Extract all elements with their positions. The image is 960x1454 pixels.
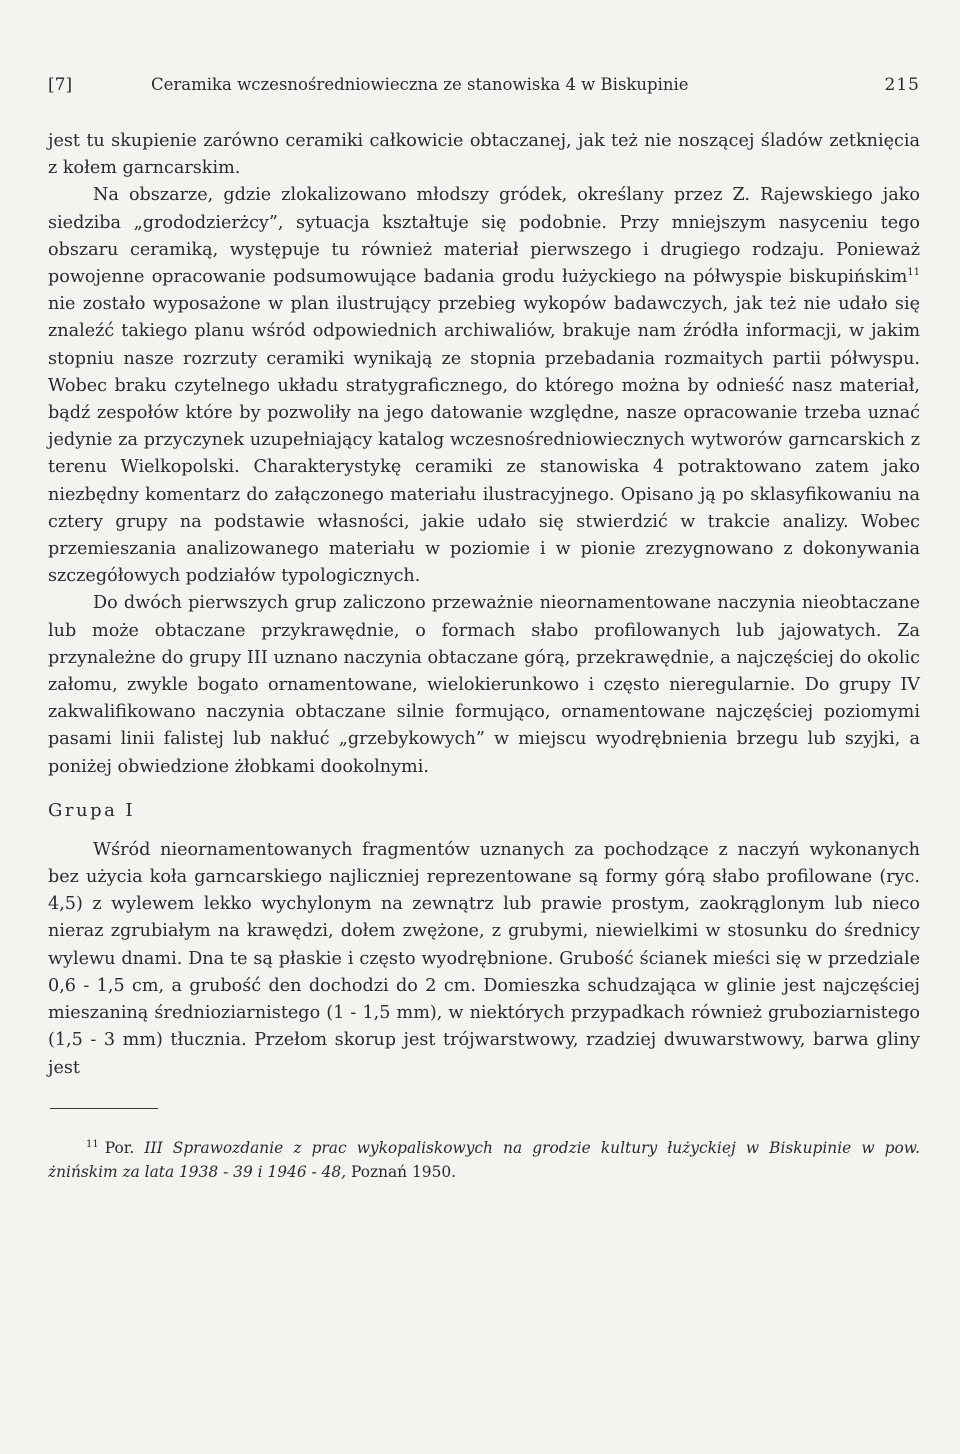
paragraph-text: Na obszarze, gdzie zlokalizowano młodszy gródek, określany przez Z. Rajewskiego jako siedziba „grododzierżcy”, sytuacja kształtuje się podobnie. Przy mniejszym nasyceniu tego obszaru ceramiką, występuje tu również materiał pierwszego i drugiego rodzaju. Ponieważ powojenne opracowanie podsumowujące badania grodu łużyckiego na półwyspie biskupińskim — [48, 185, 920, 288]
paragraph — [48, 182, 920, 590]
paragraph-continuation — [48, 128, 920, 182]
footnote-suffix: Poznań 1950. — [346, 1162, 457, 1181]
section-heading: Grupa I — [48, 799, 136, 821]
paragraph — [48, 590, 920, 780]
paragraph-text: jest tu skupienie zarówno ceramiki całkowicie obtaczanej, jak też nie noszącej śladów zetknięcia z kołem garncarskim. — [48, 131, 920, 179]
paragraph-text: nie zostało wyposażone w plan ilustrujący przebieg wykopów badawczych, jak też nie udało się znaleźć takiego planu wśród odpowiednich archiwaliów, brakuje nam źródła informacji, w jakim stopniu nasze rozrzuty ceramiki wynikają ze stopnia przebadania rozmaitych partii półwyspu. Wobec braku czytelnego układu stratygraficznego, do którego można by odnieść nasz materiał, bądź zespołów które by pozwoliły na jego datowanie względne, nasze opracowanie trzeba uznać jedynie za przyczynek uzupełniający katalog wczesnośredniowiecznych wytworów garncarskich z terenu Wielkopolski. Charakterystykę ceramiki ze stanowiska 4 potraktowano zatem jako niezbędny komentarz do załączonego materiału ilustracyjnego. Opisano ją po sklasyfikowaniu na cztery grupy na podstawie własności, jakie udało się stwierdzić w trakcie analizy. Wobec przemieszania analizowanego materiału w poziomie i w pionie zrezygnowano z dokonywania szczegółowych podziałów typologicznych. — [48, 294, 920, 587]
paragraph-text: Do dwóch pierwszych grup zaliczono przeważnie nieornamentowane naczynia nieobtaczane lub może obtaczane przykrawędnie, o formach słabo profilowanych lub jajowatych. Za przynależne do grupy III uznano naczynia obtaczane górą, przekrawędnie, a najczęściej do okolic załomu, zwykle bogato ornamentowane, wielokierunkowo i często nieregularnie. Do grupy IV zakwalifikowano naczynia obtaczane silnie formująco, ornamentowane najczęściej poziomymi pasami linii falistej lub nakłuć „grzebykowych” w miejscu wyodrębnienia brzegu lub szyjki, a poniżej obwiedzione żłobkami dookolnymi. — [48, 593, 920, 777]
footnote — [48, 1133, 920, 1184]
footnote-body — [48, 1133, 920, 1184]
footnote-number: 11 — [86, 1138, 99, 1150]
running-title: Ceramika wczesnośredniowieczna ze stanowiska 4 w Biskupinie — [151, 75, 689, 94]
body-text — [48, 128, 920, 1082]
footnote-divider — [50, 1108, 158, 1109]
footnote-prefix: Por. — [104, 1138, 145, 1157]
page — [48, 70, 920, 1184]
footnote-reference[interactable]: 11 — [907, 267, 920, 279]
running-head — [48, 70, 920, 106]
page-number: 215 — [884, 75, 920, 95]
footnote-title: III Sprawozdanie z prac wykopaliskowych na grodzie kultury łużyckiej w Biskupinie w pow. żnińskim za lata 1938 - 39 i 1946 - 48, — [48, 1138, 921, 1181]
section-number: [7] — [48, 75, 73, 95]
section-paragraph: Wśród nieornamentowanych fragmentów uznanych za pochodzące z naczyń wykonanych bez użycia koła garncarskiego najliczniej reprezentowane są formy górą słabo profilowane (ryc. 4,5) z wylewem lekko wychylonym na zewnątrz lub prawie prostym, zaokrąglonym lub nieco nieraz zgrubiałym na krawędzi, dołem zwężone, z grubymi, niewielkimi w stosunku do średnicy wylewu dnami. Dna te są płaskie i często wyodrębnione. Grubość ścianek mieści się w przedziale 0,6 - 1,5 cm, a grubość den dochodzi do 2 cm. Domieszka schudzająca w glinie jest najczęściej mieszaniną średnioziarnistego (1 - 1,5 mm), w niektórych przypadkach również gruboziarnistego (1,5 - 3 mm) tłucznia. Przełom skorup jest trójwarstwowy, rzadziej dwuwarstwowy, barwa gliny jest — [48, 839, 920, 1078]
